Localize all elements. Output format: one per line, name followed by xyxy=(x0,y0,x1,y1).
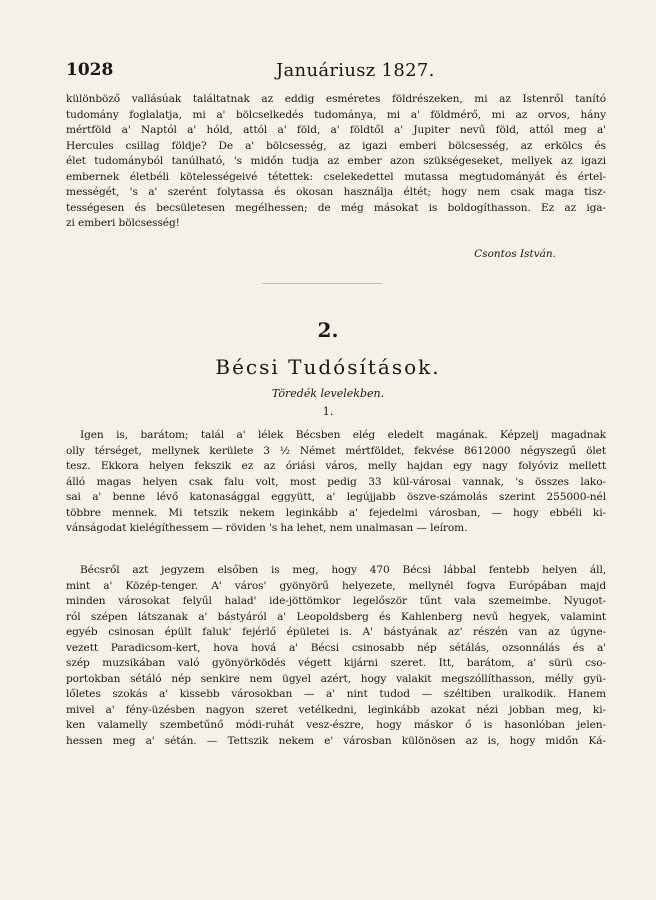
text-line: egyéb csinosan épült faluk' fejérlő épületei is. A' bástyának az' részén van az úgyne- xyxy=(66,626,606,638)
text-line: mint a' Közép-tenger. A' város' gyönyörű helyezete, mellynél fogva Európában majd xyxy=(66,579,606,592)
subsection-number: 1. xyxy=(322,405,334,418)
text-line: ken valamelly szembetűnő módi-ruhát vesz-észre, hogy máskor ő is hasonlóban jelen- xyxy=(66,719,606,731)
running-title: Januáriusz 1827. xyxy=(276,60,435,81)
text-line: szép muzsikában való gyönyörködés végett kijárni szeret. Itt, barátom, a' sürü cso- xyxy=(66,657,606,669)
text-line: különböző vallásúak találtatnak az eddig esméretes földrészeken, mi az Istenről tanító xyxy=(66,93,606,105)
text-line: sai a' benne lévő katonasággal eggyütt, a' legújjabb öszve-számolás szerint 255000-nél xyxy=(66,491,606,503)
text-line: vánságodat kielégíthessem — röviden 's ha lehet, nem unalmasan — leírom. xyxy=(66,522,468,534)
section-paragraph-1 xyxy=(66,428,606,537)
author-signature: Csontos István. xyxy=(474,248,556,260)
top-paragraph xyxy=(66,92,606,232)
text-line: lőletes szokás a' kissebb városokban — a' nint tudod — széltiben uralkodik. Hanem xyxy=(66,688,606,700)
page-header xyxy=(66,60,606,86)
text-line: mértföld a' Naptól a' hóld, attól a' föld, a' földtől a' Jupiter nevű föld, attól meg a' xyxy=(66,124,606,136)
text-line: tudomány foglalatja, mi a' bölcselkedés tudománya, mi a' földmérő, mi az orvos, hány xyxy=(66,108,606,121)
text-line: tesz. Ekkora helyen fekszik ez az óriási város, melly hajdan egy nagy folyóviz mellett xyxy=(66,460,606,472)
text-line: mességét, 's a' szerént folytassa és okosan használja éltét; hogy nem csak maga tisz- xyxy=(66,186,606,198)
text-line: mivel a' fény-üzésben nagyon szeret vetélkedni, leginkább azokat nézi jobban meg, ki- xyxy=(66,703,606,716)
section-subtitle: Töredék levelekben. xyxy=(271,387,385,400)
text-line: olly térséget, mellynek kerülete 3 ½ Német mértföldet, fekvése 8612000 négyszegű ölet xyxy=(66,444,606,457)
section-number: 2. xyxy=(317,318,339,342)
text-line: Igen is, barátom; talál a' lélek Bécsben elég eledelt magának. Képzelj magadnak xyxy=(80,429,606,441)
page-number: 1028 xyxy=(66,60,114,80)
text-line: ról szépen látszanak a' bástyáról a' Leopoldsberg és Kahlenberg nevű hegyek, valamint xyxy=(66,610,606,623)
text-line: tességesen és becsületesen megélhessen; de még másokat is boldogíthasson. Ez az iga- xyxy=(66,201,606,214)
text-line: Hercules csillag földje? De a' bölcsesség, az igazi emberi bölcsesség, az erkölcs és xyxy=(66,139,606,152)
text-line: zi emberi bölcsesség! xyxy=(66,217,180,229)
text-line: embernek életbéli kötelességeivé tétettek: cselekedettel mutassa megtudományát és értel- xyxy=(66,170,606,183)
section-title: Bécsi Tudósítások. xyxy=(215,355,441,379)
text-line: vezett Paradicsom-kert, hova hová a' Bécsi csinosabb nép sétálás, ozsonnálás és a' xyxy=(66,641,606,654)
text-line: álló magas helyen csak falu volt, most pedig 33 kül-városai vannak, 's összes lako- xyxy=(66,475,606,488)
text-line: portokban sétáló nép senkire nem ügyel azért, hogy valakit megszóllíthasson, mélly gyü- xyxy=(66,672,606,685)
text-line: hessen meg a' sétán. — Tettszik nekem e' városban különösen az is, hogy midőn Ká- xyxy=(66,734,606,747)
text-line: minden városokat felyűl halad' ide-jöttömkor legelőször tűnt vala szemeimbe. Nyugot- xyxy=(66,595,606,607)
section-divider xyxy=(262,283,382,284)
text-line: többre mennek. Mi tetszik nekem leginkább a' fejedelmi városban, — hogy ebbéli ki- xyxy=(66,506,606,519)
text-line: élet tudományból tanúlható, 's midőn tudja az ember azon szükségeseket, mellyek az igazi xyxy=(66,155,606,167)
text-line: Bécsről azt jegyzem elsőben is meg, hogy 470 Bécsi lábbal fentebb helyen áll, xyxy=(80,564,606,576)
section-paragraph-2 xyxy=(66,563,606,749)
